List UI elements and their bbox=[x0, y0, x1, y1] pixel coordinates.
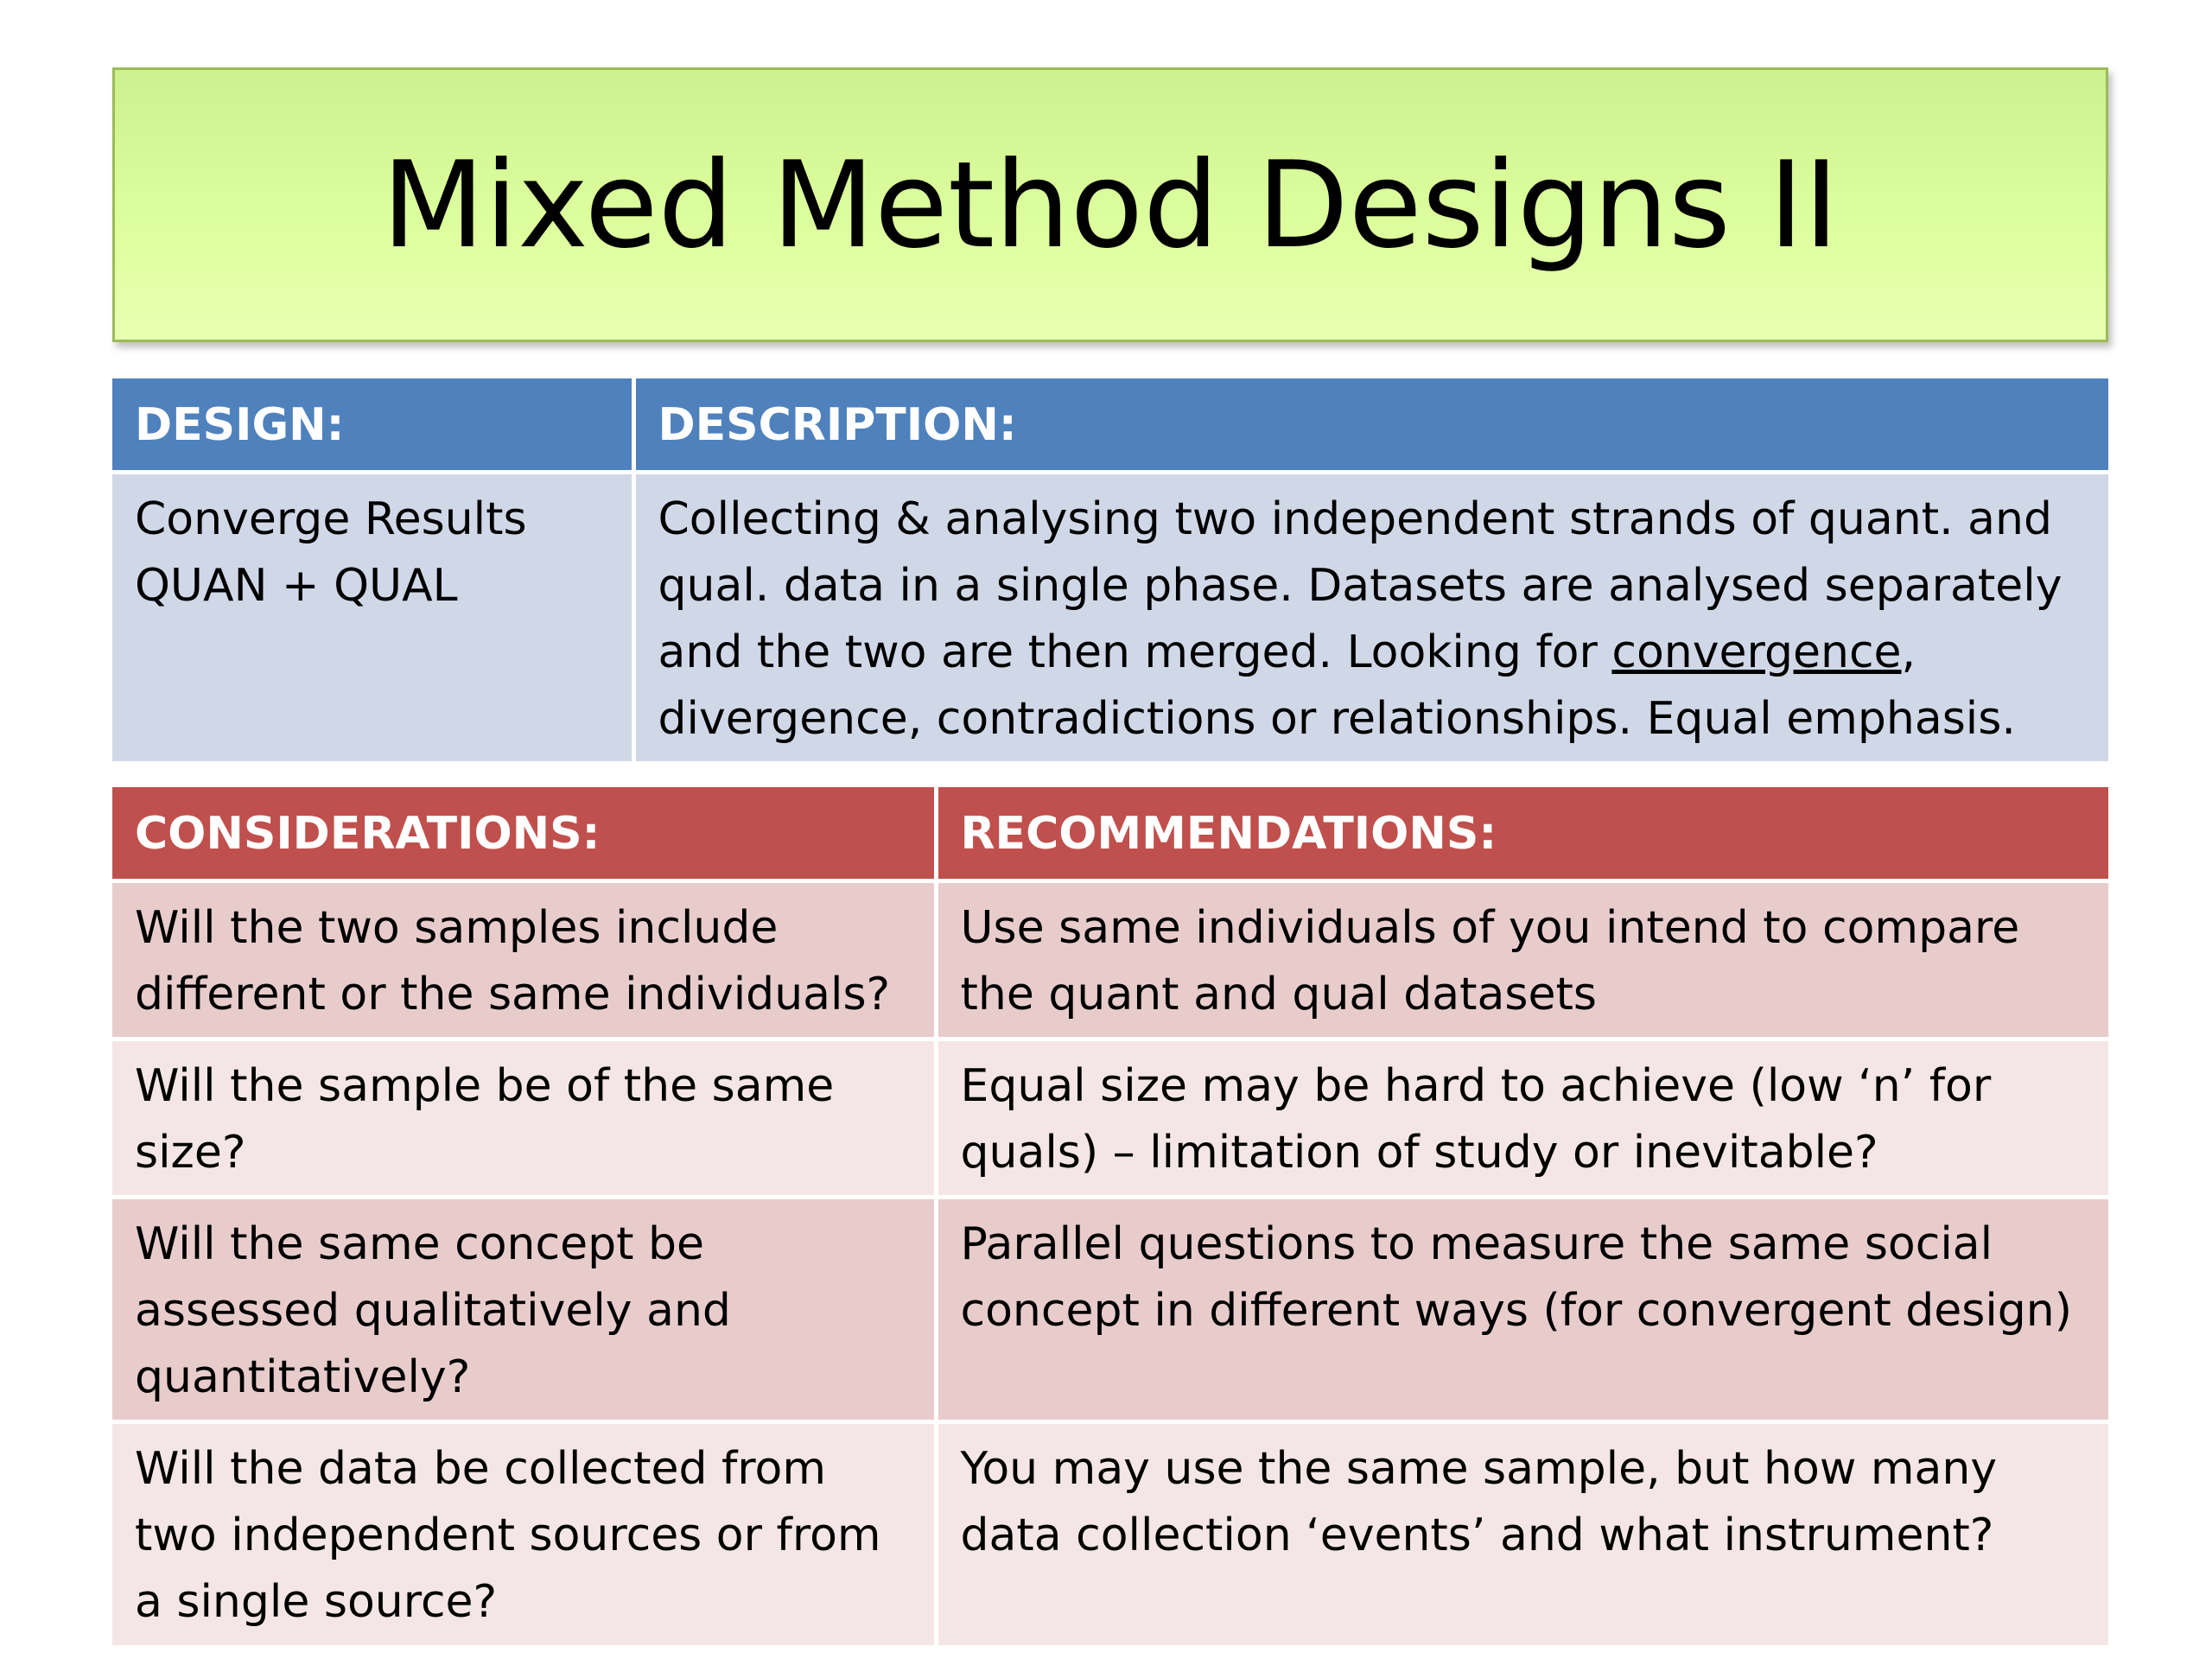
design-cell bbox=[112, 473, 633, 762]
considerations-table bbox=[112, 787, 2108, 1645]
consideration-cell: Will the sample be of the same size? bbox=[112, 1039, 936, 1198]
recommendation-cell: Equal size may be hard to achieve (low ‘n’ for quals) – limitation of study or inevitable? bbox=[936, 1039, 2108, 1198]
design-table bbox=[112, 378, 2108, 761]
title-box bbox=[112, 67, 2108, 342]
design-notation: QUAN + QUAL bbox=[135, 560, 458, 612]
design-table-header-row bbox=[112, 378, 2108, 473]
description-cell bbox=[633, 473, 2108, 762]
consideration-cell: Will the data be collected from two independent sources or from a single source? bbox=[112, 1422, 936, 1645]
design-header: DESIGN: bbox=[112, 378, 633, 473]
table-row bbox=[112, 881, 2108, 1039]
table-row bbox=[112, 1422, 2108, 1645]
consideration-cell: Will the same concept be assessed qualitatively and quantitatively? bbox=[112, 1198, 936, 1422]
description-underlined-term: convergence bbox=[1611, 626, 1902, 678]
description-header: DESCRIPTION: bbox=[633, 378, 2108, 473]
table-row bbox=[112, 1039, 2108, 1198]
description-text-end: , divergence, contradictions or relationships. Equal emphasis. bbox=[658, 626, 2016, 745]
table-row bbox=[112, 1198, 2108, 1422]
considerations-table-header-row bbox=[112, 787, 2108, 881]
design-name: Converge Results bbox=[135, 493, 527, 545]
design-table-row bbox=[112, 473, 2108, 762]
description-text-start: Collecting & analysing two independent strands of quant. and qual. data in a single phase. Datasets are analysed separately and the two are then merged. Looking for bbox=[658, 493, 2063, 678]
slide-title: Mixed Method Designs II bbox=[381, 135, 1840, 275]
considerations-header: CONSIDERATIONS: bbox=[112, 787, 936, 881]
recommendation-cell: Use same individuals of you intend to compare the quant and qual datasets bbox=[936, 881, 2108, 1039]
recommendation-cell: Parallel questions to measure the same social concept in different ways (for convergent design) bbox=[936, 1198, 2108, 1422]
recommendations-header: RECOMMENDATIONS: bbox=[936, 787, 2108, 881]
recommendation-cell: You may use the same sample, but how many data collection ‘events’ and what instrument? bbox=[936, 1422, 2108, 1645]
consideration-cell: Will the two samples include different or the same individuals? bbox=[112, 881, 936, 1039]
